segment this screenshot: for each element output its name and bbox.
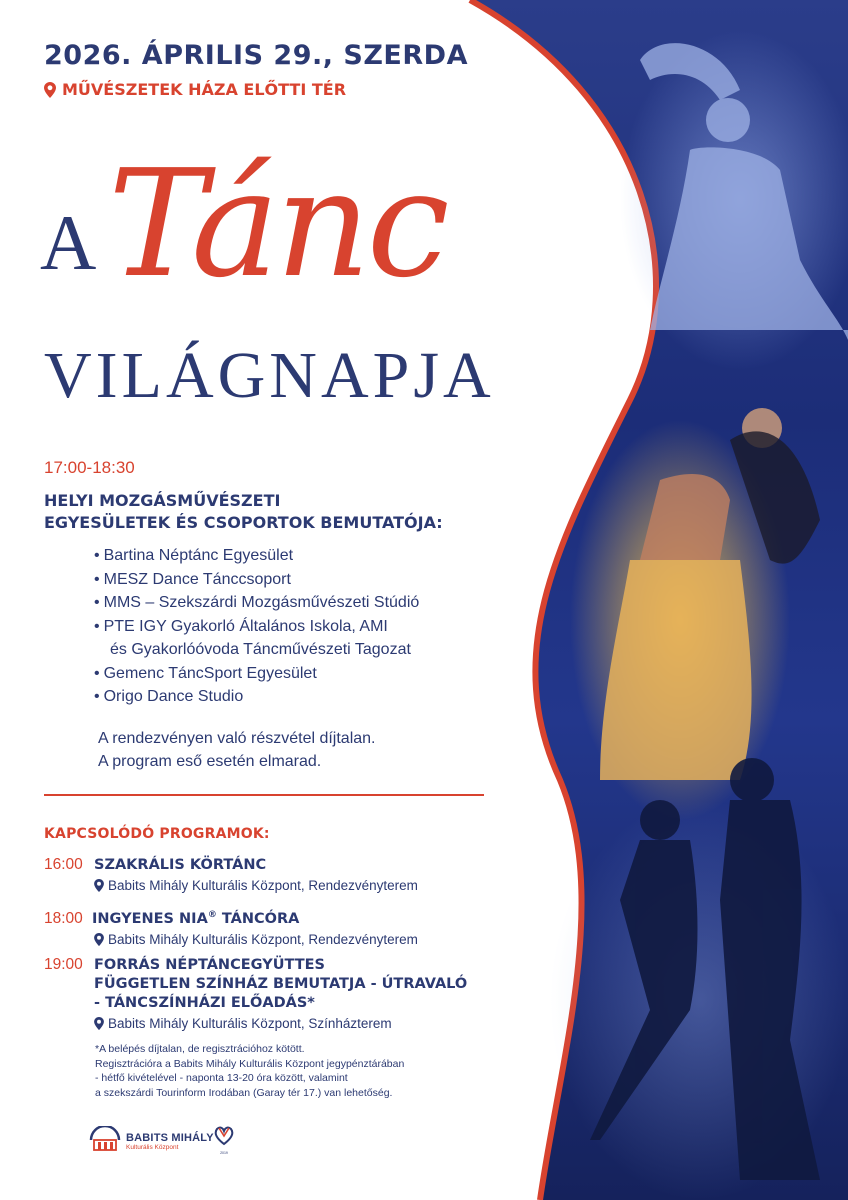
program-item xyxy=(44,956,564,1031)
main-event-heading xyxy=(44,490,544,534)
babits-logo xyxy=(88,1126,214,1156)
group-name: MESZ Dance Tánccsoport xyxy=(103,570,291,588)
related-programs-heading: KAPCSOLÓDÓ PROGRAMOK: xyxy=(44,826,270,842)
partner-logo xyxy=(210,1124,238,1155)
program-place-label: Babits Mihály Kulturális Központ, Színházterem xyxy=(108,1016,392,1031)
program-time: 19:00 xyxy=(44,956,83,973)
event-notes xyxy=(98,727,376,773)
program-place xyxy=(94,878,564,893)
babits-logo-name: BABITS MIHÁLY xyxy=(126,1131,214,1144)
location-pin-icon xyxy=(94,879,104,892)
list-item xyxy=(94,544,514,568)
program-place-label: Babits Mihály Kulturális Központ, Rendezvényterem xyxy=(108,878,418,893)
bullet-icon: • xyxy=(94,594,100,611)
partner-logo-year: 2019 xyxy=(220,1151,228,1155)
rain-note: A program eső esetén elmarad. xyxy=(98,753,322,770)
program-place xyxy=(94,1016,564,1031)
bullet-icon: • xyxy=(94,570,100,588)
list-item xyxy=(94,662,514,686)
registered-mark: ® xyxy=(207,910,217,920)
main-event-heading-line2: EGYESÜLETEK ÉS CSOPORTOK BEMUTATÓJA: xyxy=(44,513,443,532)
bullet-icon: • xyxy=(94,617,100,635)
venue-label: MŰVÉSZETEK HÁZA ELŐTTI TÉR xyxy=(62,80,347,99)
event-venue xyxy=(44,80,346,99)
program-title-rest: TÁNCÓRA xyxy=(216,910,300,927)
program-title xyxy=(92,906,299,929)
group-list xyxy=(94,544,514,709)
group-name: PTE IGY Gyakorló Általános Iskola, AMI xyxy=(103,617,388,635)
program-item xyxy=(44,906,564,947)
event-date: 2026. ÁPRILIS 29., SZERDA xyxy=(44,40,468,71)
heart-logo-icon xyxy=(214,1124,234,1146)
title-article: A xyxy=(40,199,97,286)
list-item xyxy=(94,685,514,709)
main-event-time: 17:00-18:30 xyxy=(44,458,135,477)
footnote-line: Regisztrációra a Babits Mihály Kulturális Központ jegypénztárában xyxy=(95,1057,405,1070)
title-tanc: Tánc xyxy=(108,138,446,310)
babits-logo-sub: Kulturális Központ xyxy=(126,1143,179,1151)
program-place-label: Babits Mihály Kulturális Központ, Rendezvényterem xyxy=(108,931,418,947)
list-item xyxy=(94,568,514,592)
group-name: MMS – Szekszárdi Mozgásművészeti Stúdió xyxy=(103,594,420,611)
bullet-icon: • xyxy=(94,547,100,564)
program-title: SZAKRÁLIS KÖRTÁNC xyxy=(94,857,267,873)
bullet-icon: • xyxy=(94,688,100,705)
footnote-line: - hétfő kivételével - naponta 13-20 óra között, valamint xyxy=(95,1072,348,1084)
footnote-line: *A belépés díjtalan, de regisztrációhoz kötött. xyxy=(95,1043,305,1055)
main-event-heading-line1: HELYI MOZGÁSMŰVÉSZETI xyxy=(44,491,281,510)
group-name: Gemenc TáncSport Egyesület xyxy=(103,664,317,682)
group-name: Bartina Néptánc Egyesület xyxy=(103,547,294,564)
footnote-line: a szekszárdi Tourinform Irodában (Garay tér 17.) van lehetőség. xyxy=(95,1086,393,1099)
list-item xyxy=(94,615,514,662)
location-pin-icon xyxy=(94,933,104,946)
location-pin-icon xyxy=(94,1017,104,1030)
program-title-line: FÜGGETLEN SZÍNHÁZ BEMUTATJA - ÚTRAVALÓ xyxy=(94,976,468,992)
program-time: 16:00 xyxy=(44,856,83,873)
program-item xyxy=(44,856,564,893)
program-time: 18:00 xyxy=(44,909,83,927)
title-vilagnapja: VILÁGNAPJA xyxy=(44,339,495,412)
program-place xyxy=(94,932,564,947)
program-title xyxy=(94,956,467,1013)
program-title-line: FORRÁS NÉPTÁNCEGYÜTTES xyxy=(94,957,325,973)
group-name-continuation: és Gyakorlóóvoda Táncművészeti Tagozat xyxy=(110,641,411,658)
bullet-icon: • xyxy=(94,664,100,682)
list-item xyxy=(94,591,514,615)
group-name: Origo Dance Studio xyxy=(103,688,244,705)
registration-footnote xyxy=(95,1042,515,1100)
location-pin-icon xyxy=(44,82,56,98)
free-entry-note: A rendezvényen való részvétel díjtalan. xyxy=(98,730,376,747)
program-title-line: - TÁNCSZÍNHÁZI ELŐADÁS* xyxy=(94,995,315,1011)
section-divider xyxy=(44,794,484,796)
building-logo-icon xyxy=(88,1126,122,1156)
program-title-text: INGYENES NIA xyxy=(92,910,208,927)
